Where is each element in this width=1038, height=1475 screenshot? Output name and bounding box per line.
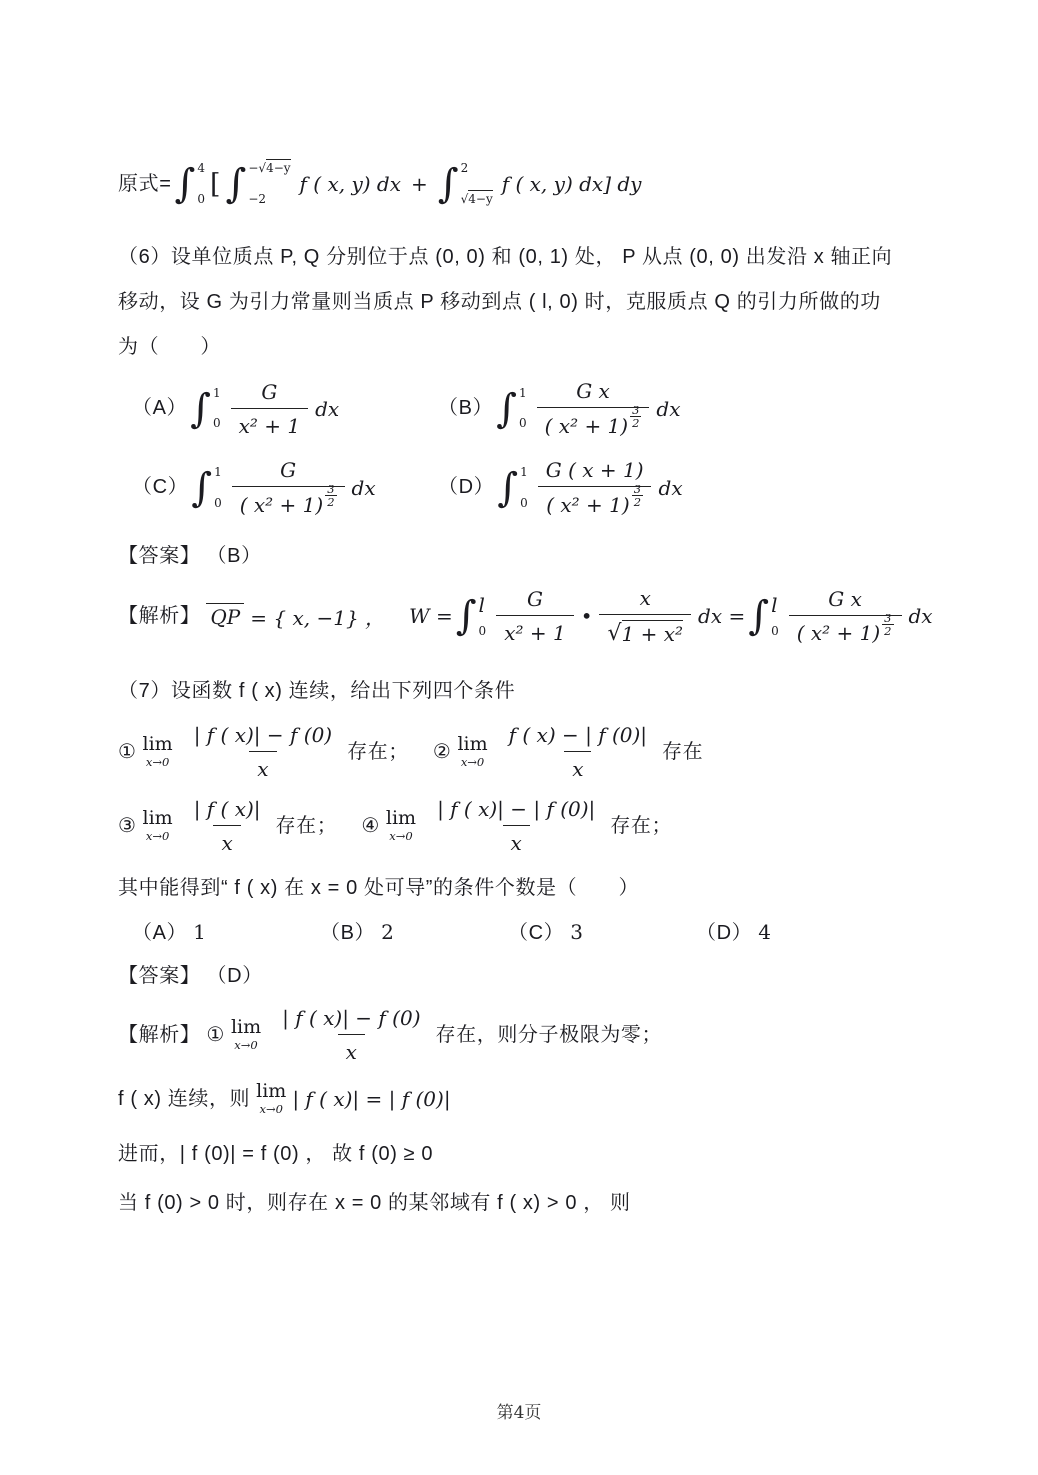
integral-sign: ∫ <box>748 593 770 640</box>
exponent-fraction <box>325 483 336 508</box>
integral <box>748 592 778 640</box>
option-d <box>438 458 683 517</box>
numerator: x <box>639 586 651 611</box>
lim-word: lim <box>142 733 173 756</box>
question-7-answer: 【答案】 （D） <box>118 965 263 988</box>
numerator: G ( x + 1) <box>545 458 644 483</box>
differential: dx <box>656 396 681 421</box>
denominator: x <box>213 825 240 855</box>
denominator-base: ( x² + 1) <box>546 492 630 517</box>
exists-text: 存在； <box>347 740 409 763</box>
fraction <box>496 587 574 645</box>
option-c <box>132 458 438 517</box>
integral-limits <box>461 160 493 208</box>
numerator: G <box>280 458 297 483</box>
integral-limits <box>520 464 528 512</box>
question-6-analysis <box>118 586 934 646</box>
choice-b-value: 2 <box>381 920 394 945</box>
exponent-denominator: 2 <box>633 495 642 510</box>
choice-d-label: （D） <box>696 922 753 945</box>
choice-b <box>320 918 508 949</box>
integral-sign: ∫ <box>174 161 196 207</box>
question-6-stem-line-1: （6）设单位质点 P, Q 分别位于点 (0, 0) 和 (0, 1) 处， P 从点 (0, 0) 出发沿 x 轴正向 <box>118 246 893 268</box>
integral-sign: ∫ <box>496 385 517 432</box>
options-row-cd <box>118 458 934 517</box>
lim-word: lim <box>457 733 488 756</box>
lim-word: lim <box>385 807 417 830</box>
numerator: G <box>526 587 543 612</box>
choice-a-label: （A） <box>132 922 188 945</box>
inner-integral-1 <box>226 160 291 208</box>
upper-limit: 1 <box>518 385 527 400</box>
question-7-question: 其中能得到“ f ( x) 在 x = 0 处可导”的条件个数是（ ） <box>118 877 640 900</box>
fraction <box>429 797 603 855</box>
outer-integral <box>174 160 204 208</box>
option-c-label: （C） <box>132 476 189 499</box>
lim-subscript: x→0 <box>145 829 170 844</box>
choice-d-value: 4 <box>758 920 771 945</box>
integral-sign: ∫ <box>191 464 213 511</box>
radical-sign: −√ <box>248 161 267 175</box>
numerator: G x <box>576 379 610 403</box>
integral <box>456 592 486 640</box>
choice-c-value: 3 <box>570 920 583 945</box>
option-a <box>132 380 438 438</box>
page-number: 第4页 <box>496 1403 542 1423</box>
question-6-stem-line-3: 为（ ） <box>118 336 221 358</box>
choices-row <box>118 918 934 949</box>
question-6-stem-line-2: 移动，设 G 为引力常量则当质点 P 移动到点 ( l, 0) 时，克服质点 Q 的引力所做的功 <box>118 291 881 313</box>
differential: dx <box>658 475 683 500</box>
integrand-2: f ( x, y) dx] dy <box>501 172 642 196</box>
work-equals: W = <box>409 604 453 629</box>
lim-word: lim <box>230 1016 262 1039</box>
lim-subscript: x→0 <box>234 1038 258 1053</box>
circled-3: ③ <box>118 814 137 837</box>
differential: dx <box>351 475 376 500</box>
differential: dx <box>908 604 933 629</box>
formula-prefix: 原式= <box>118 172 172 195</box>
analysis-text: 存在，则分子极限为零； <box>435 1023 663 1046</box>
choice-d <box>696 918 884 949</box>
numerator: | f ( x)| − f (0) <box>193 723 333 748</box>
fraction <box>537 379 650 438</box>
numerator: G x <box>828 586 862 611</box>
question-6-answer: 【答案】 （B） <box>118 545 262 568</box>
option-a-label: （A） <box>132 397 188 420</box>
limit <box>143 809 173 843</box>
question-7-analysis-1 <box>118 1006 934 1064</box>
fraction <box>274 1006 428 1064</box>
upper-limit: l <box>771 593 778 618</box>
numerator: | f ( x)| <box>193 797 261 822</box>
lower-limit: 0 <box>771 624 779 639</box>
denominator: x² + 1 <box>231 408 309 438</box>
fraction <box>538 458 652 517</box>
conditions-row-1 <box>118 723 934 781</box>
plus-sign: + <box>411 172 428 196</box>
fraction <box>501 723 655 781</box>
denominator <box>538 482 651 517</box>
integral-limits <box>519 385 527 433</box>
exponent-denominator: 2 <box>884 623 892 638</box>
lim-word: lim <box>256 1080 287 1103</box>
integral-limits <box>771 592 779 640</box>
options-row-ab <box>118 379 934 438</box>
exists-text: 存在； <box>610 814 673 837</box>
exponent-numerator: 3 <box>884 610 892 625</box>
choice-c-label: （C） <box>508 922 565 945</box>
choice-a-value: 1 <box>193 920 206 945</box>
limit <box>231 1018 261 1052</box>
denominator: x <box>338 1034 365 1064</box>
integral <box>496 385 526 433</box>
denominator: x <box>564 751 591 781</box>
option-b <box>438 379 681 438</box>
lim-word: lim <box>142 807 173 830</box>
analysis-label: 【解析】 <box>118 1023 201 1046</box>
limit <box>143 735 173 769</box>
lower-limit: 0 <box>518 416 527 431</box>
circled-4: ④ <box>361 814 380 837</box>
mid-equation: dx = <box>698 604 746 629</box>
numerator: G <box>261 379 278 404</box>
exponent-denominator: 2 <box>327 495 335 510</box>
exponent-numerator: 3 <box>327 482 335 497</box>
upper-limit: 1 <box>520 464 528 479</box>
fraction <box>186 723 340 781</box>
lim-subscript: x→0 <box>145 755 170 770</box>
upper-limit: 1 <box>212 385 221 400</box>
integral-sign: ∫ <box>455 593 477 640</box>
exponent-denominator: 2 <box>632 416 640 431</box>
inner-integral-2 <box>438 160 493 208</box>
vector-qp: QP <box>206 603 244 629</box>
numerator: | f ( x)| − f (0) <box>282 1006 421 1031</box>
integral-limits <box>479 592 487 640</box>
lim-subscript: x→0 <box>259 1102 283 1117</box>
exponent-numerator: 3 <box>632 403 640 417</box>
denominator-base: ( x² + 1) <box>796 621 881 646</box>
fraction <box>789 587 902 646</box>
radical-sign: √ <box>607 620 622 646</box>
analysis-label: 【解析】 <box>118 604 201 627</box>
lower-limit: 0 <box>212 416 221 431</box>
radicand: 4−y <box>468 191 493 206</box>
exponent-fraction <box>882 612 893 637</box>
lower-limit <box>461 193 493 206</box>
limit <box>457 735 487 769</box>
exists-text: 存在 <box>662 740 704 763</box>
denominator-base: ( x² + 1) <box>239 492 324 517</box>
question-7-analysis-2 <box>118 1082 934 1116</box>
conditions-row-2 <box>118 797 934 855</box>
fraction <box>232 458 345 517</box>
fraction <box>599 586 691 646</box>
upper-limit: 1 <box>214 464 222 479</box>
integrand-1: f ( x, y) dx <box>299 172 401 196</box>
radicand: 1 + x² <box>621 622 684 647</box>
dot-operator: • <box>580 604 593 629</box>
lower-limit: 0 <box>478 624 487 639</box>
denominator <box>789 610 902 646</box>
radical-sign: √ <box>460 191 469 206</box>
integral-limits <box>248 160 290 208</box>
exponent-fraction <box>632 483 643 508</box>
exponent-fraction <box>630 404 641 429</box>
limit <box>256 1082 286 1116</box>
integral <box>191 464 221 512</box>
circled-1: ① <box>118 740 137 763</box>
integral <box>190 385 220 433</box>
formula-region-swap-order <box>118 160 934 208</box>
option-b-label: （B） <box>438 397 494 420</box>
radicand: 4−y <box>266 161 291 175</box>
denominator: x² + 1 <box>496 615 574 645</box>
lower-limit: 0 <box>214 495 222 510</box>
integral-limits <box>214 464 222 512</box>
exponent-numerator: 3 <box>633 482 642 497</box>
numerator: | f ( x)| − | f (0)| <box>437 797 596 822</box>
option-d-label: （D） <box>438 476 495 499</box>
numerator: f ( x) − | f (0)| <box>508 723 648 748</box>
lim-subscript: x→0 <box>460 755 485 770</box>
denominator <box>537 403 650 438</box>
analysis-text: f ( x) 连续，则 <box>118 1087 251 1110</box>
limit-equation: | f ( x)| = | f (0)| <box>292 1087 451 1112</box>
denominator <box>232 482 345 517</box>
denominator-base: ( x² + 1) <box>544 413 629 438</box>
document-page <box>118 160 934 1219</box>
integral <box>497 464 527 512</box>
fraction <box>186 797 269 855</box>
integral-limits <box>213 385 221 433</box>
denominator: x <box>503 825 530 855</box>
question-7-analysis-3: 进而，| f (0)| = f (0) ， 故 f (0) ≥ 0 <box>118 1142 434 1165</box>
upper-limit: 2 <box>460 161 469 175</box>
denominator: x <box>249 751 276 781</box>
upper-limit: 4 <box>197 161 205 175</box>
differential: dx <box>315 396 340 421</box>
lower-limit: −2 <box>248 191 267 206</box>
upper-limit <box>248 162 290 175</box>
question-7-stem: （7）设函数 f ( x) 连续，给出下列四个条件 <box>118 680 516 703</box>
fraction <box>231 380 309 438</box>
lower-limit: 0 <box>197 191 205 206</box>
integral-sign: ∫ <box>190 385 211 432</box>
lim-subscript: x→0 <box>389 829 413 844</box>
integral-sign: ∫ <box>437 161 459 207</box>
upper-limit: l <box>478 593 485 618</box>
limit <box>386 809 416 843</box>
choice-a <box>132 918 320 949</box>
lower-limit: 0 <box>520 495 528 510</box>
circled-1: ① <box>206 1023 225 1046</box>
choice-c <box>508 918 696 949</box>
choice-b-label: （B） <box>320 922 376 945</box>
integral-limits <box>197 160 205 208</box>
question-7-analysis-4: 当 f (0) > 0 时，则存在 x = 0 的某邻域有 f ( x) > 0 ， 则 <box>118 1191 631 1214</box>
open-bracket: [ <box>209 168 221 200</box>
exists-text: 存在； <box>275 814 338 837</box>
circled-2: ② <box>432 740 452 763</box>
integral-sign: ∫ <box>497 464 519 511</box>
integral-sign: ∫ <box>225 161 247 207</box>
vector-equation: = { x, −1} ， <box>250 605 386 630</box>
denominator <box>599 614 691 646</box>
